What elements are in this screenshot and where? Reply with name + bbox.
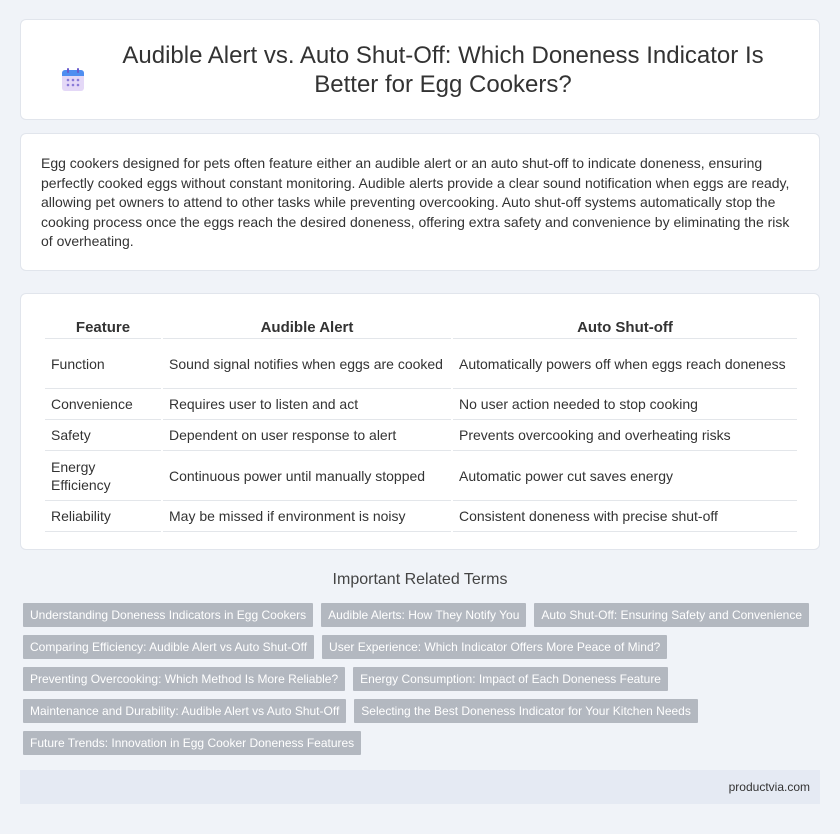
table-cell: Energy Efficiency (45, 451, 161, 501)
table-cell: Prevents overcooking and overheating risks (453, 420, 797, 451)
table-cell: Convenience (45, 389, 161, 420)
table-cell: Reliability (45, 501, 161, 532)
table-row (45, 501, 797, 532)
header-audible-alert: Audible Alert (163, 312, 451, 339)
table-cell: Consistent doneness with precise shut-off (453, 501, 797, 532)
related-terms-title: Important Related Terms (332, 571, 508, 588)
header-auto-shut-off: Auto Shut-off (453, 312, 797, 339)
table-row (45, 420, 797, 451)
table-cell: Automatically powers off when eggs reach doneness (453, 339, 797, 389)
intro-card (20, 133, 820, 271)
table-cell: Dependent on user response to alert (163, 420, 451, 451)
table-cell: Automatic power cut saves energy (453, 451, 797, 501)
footer-source[interactable]: productvia.com (728, 780, 810, 794)
related-tag[interactable]: Comparing Efficiency: Audible Alert vs Auto Shut-Off (23, 635, 314, 659)
related-tag[interactable]: Auto Shut-Off: Ensuring Safety and Convenience (534, 603, 809, 627)
related-tag[interactable]: Future Trends: Innovation in Egg Cooker Doneness Features (23, 731, 361, 755)
related-tag[interactable]: Understanding Doneness Indicators in Egg Cookers (23, 603, 313, 627)
related-tag[interactable]: Preventing Overcooking: Which Method Is More Reliable? (23, 667, 345, 691)
related-tag[interactable]: User Experience: Which Indicator Offers More Peace of Mind? (322, 635, 667, 659)
footer (20, 770, 820, 804)
header-feature: Feature (45, 312, 161, 339)
intro-paragraph: Egg cookers designed for pets often feature either an audible alert or an auto shut-off to indicate doneness, ensuring perfectly cooked eggs without constant monitoring. Audible alerts provide a clear sound notification when eggs are ready, allowing pet owners to attend to other tasks while preventing overcooking. Auto shut-off systems automatically stop the cooking process once the eggs reach the desired doneness, offering extra safety and convenience by eliminating the risk of overheating. (41, 155, 790, 250)
related-terms-tags (23, 603, 823, 763)
table-cell: No user action needed to stop cooking (453, 389, 797, 420)
related-tag[interactable]: Selecting the Best Doneness Indicator for Your Kitchen Needs (354, 699, 698, 723)
table-cell: Safety (45, 420, 161, 451)
related-tag[interactable]: Energy Consumption: Impact of Each Doneness Feature (353, 667, 668, 691)
table-row (45, 339, 797, 389)
table-cell: Continuous power until manually stopped (163, 451, 451, 501)
table-cell: Function (45, 339, 161, 389)
comparison-table-card (20, 293, 820, 550)
related-tag[interactable]: Maintenance and Durability: Audible Alert vs Auto Shut-Off (23, 699, 346, 723)
table-cell: May be missed if environment is noisy (163, 501, 451, 532)
comparison-table (43, 312, 799, 532)
title-card (20, 19, 820, 120)
related-tag[interactable]: Audible Alerts: How They Notify You (321, 603, 526, 627)
title-wrap (60, 41, 780, 99)
calendar-icon (60, 67, 86, 93)
table-cell: Sound signal notifies when eggs are cooked (163, 339, 451, 389)
table-cell: Requires user to listen and act (163, 389, 451, 420)
table-row (45, 451, 797, 501)
table-header-row (45, 312, 797, 339)
page-title: Audible Alert vs. Auto Shut-Off: Which Doneness Indicator Is Better for Egg Cookers? (122, 41, 764, 98)
table-row (45, 389, 797, 420)
